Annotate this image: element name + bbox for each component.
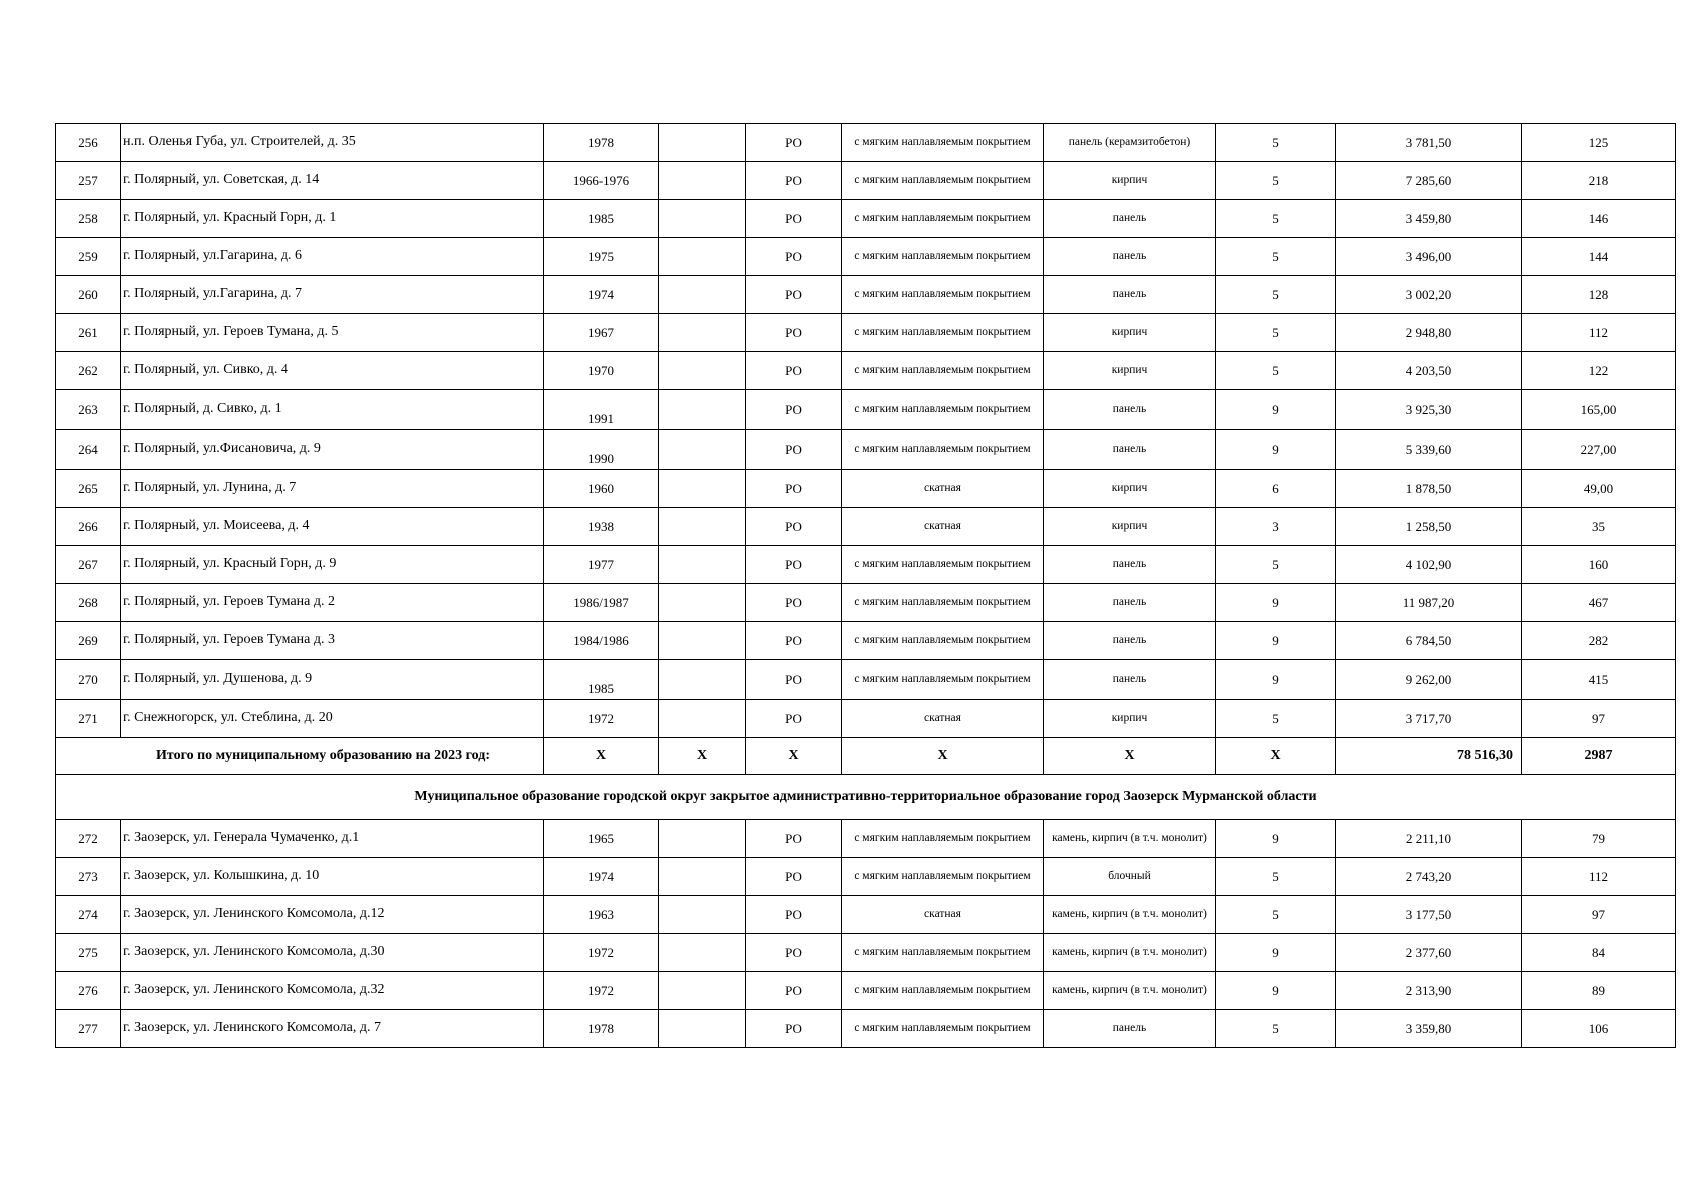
year-cell: 1978 xyxy=(544,1010,659,1048)
method-cell: РО xyxy=(746,660,842,700)
roof-type-cell: с мягким наплавляемым покрытием xyxy=(842,546,1044,584)
floors-cell: 9 xyxy=(1216,660,1336,700)
empty-cell xyxy=(659,470,746,508)
floors-cell: 9 xyxy=(1216,622,1336,660)
row-number: 275 xyxy=(56,934,121,972)
total-x-mark: X xyxy=(544,738,659,775)
residents-cell: 97 xyxy=(1522,896,1676,934)
year-cell: 1986/1987 xyxy=(544,584,659,622)
area-cell: 9 262,00 xyxy=(1336,660,1522,700)
roof-type-cell: с мягким наплавляемым покрытием xyxy=(842,858,1044,896)
address-cell: г. Полярный, ул. Лунина, д. 7 xyxy=(121,470,544,508)
area-cell: 3 359,80 xyxy=(1336,1010,1522,1048)
year-cell: 1965 xyxy=(544,820,659,858)
address-cell: г. Заозерск, ул. Ленинского Комсомола, д. 7 xyxy=(121,1010,544,1048)
total-label: Итого по муниципальному образованию на 2023 год: xyxy=(56,738,544,775)
method-cell: РО xyxy=(746,352,842,390)
year-cell: 1975 xyxy=(544,238,659,276)
table-row xyxy=(56,124,1676,162)
year-cell: 1972 xyxy=(544,700,659,738)
area-cell: 2 743,20 xyxy=(1336,858,1522,896)
empty-cell xyxy=(659,972,746,1010)
empty-cell xyxy=(659,858,746,896)
table-row xyxy=(56,314,1676,352)
year-cell: 1960 xyxy=(544,470,659,508)
empty-cell xyxy=(659,700,746,738)
year-cell: 1938 xyxy=(544,508,659,546)
roof-type-cell: с мягким наплавляемым покрытием xyxy=(842,972,1044,1010)
address-cell: г. Полярный, ул. Красный Горн, д. 1 xyxy=(121,200,544,238)
year-cell: 1974 xyxy=(544,858,659,896)
table-row xyxy=(56,584,1676,622)
floors-cell: 5 xyxy=(1216,200,1336,238)
method-cell: РО xyxy=(746,858,842,896)
address-cell: г. Полярный, ул.Гагарина, д. 7 xyxy=(121,276,544,314)
year-cell: 1991 xyxy=(544,390,659,430)
floors-cell: 5 xyxy=(1216,896,1336,934)
year-cell: 1966-1976 xyxy=(544,162,659,200)
floors-cell: 3 xyxy=(1216,508,1336,546)
total-x-mark: X xyxy=(842,738,1044,775)
total-x-mark: X xyxy=(1044,738,1216,775)
method-cell: РО xyxy=(746,276,842,314)
year-cell: 1985 xyxy=(544,660,659,700)
table-row xyxy=(56,660,1676,700)
residents-cell: 35 xyxy=(1522,508,1676,546)
total-residents: 2987 xyxy=(1522,738,1676,775)
roof-type-cell: с мягким наплавляемым покрытием xyxy=(842,238,1044,276)
empty-cell xyxy=(659,622,746,660)
table-row xyxy=(56,470,1676,508)
area-cell: 11 987,20 xyxy=(1336,584,1522,622)
address-cell: г. Полярный, ул. Моисеева, д. 4 xyxy=(121,508,544,546)
area-cell: 5 339,60 xyxy=(1336,430,1522,470)
empty-cell xyxy=(659,508,746,546)
table-row xyxy=(56,162,1676,200)
wall-material-cell: панель xyxy=(1044,584,1216,622)
wall-material-cell: кирпич xyxy=(1044,314,1216,352)
area-cell: 1 258,50 xyxy=(1336,508,1522,546)
residents-cell: 125 xyxy=(1522,124,1676,162)
rows-before-total xyxy=(56,124,1676,738)
floors-cell: 9 xyxy=(1216,430,1336,470)
floors-cell: 9 xyxy=(1216,390,1336,430)
wall-material-cell: камень, кирпич (в т.ч. монолит) xyxy=(1044,934,1216,972)
residents-cell: 122 xyxy=(1522,352,1676,390)
roof-type-cell: с мягким наплавляемым покрытием xyxy=(842,162,1044,200)
area-cell: 3 717,70 xyxy=(1336,700,1522,738)
table-row xyxy=(56,546,1676,584)
wall-material-cell: панель xyxy=(1044,430,1216,470)
empty-cell xyxy=(659,546,746,584)
row-number: 269 xyxy=(56,622,121,660)
address-cell: г. Полярный, ул. Красный Горн, д. 9 xyxy=(121,546,544,584)
empty-cell xyxy=(659,896,746,934)
floors-cell: 5 xyxy=(1216,1010,1336,1048)
address-cell: г. Полярный, ул. Душенова, д. 9 xyxy=(121,660,544,700)
table-row xyxy=(56,390,1676,430)
roof-type-cell: скатная xyxy=(842,470,1044,508)
area-cell: 3 925,30 xyxy=(1336,390,1522,430)
area-cell: 2 377,60 xyxy=(1336,934,1522,972)
roof-type-cell: с мягким наплавляемым покрытием xyxy=(842,390,1044,430)
residents-cell: 112 xyxy=(1522,314,1676,352)
floors-cell: 9 xyxy=(1216,584,1336,622)
residents-cell: 79 xyxy=(1522,820,1676,858)
year-cell: 1978 xyxy=(544,124,659,162)
roof-type-cell: с мягким наплавляемым покрытием xyxy=(842,314,1044,352)
section-header-row xyxy=(56,775,1676,820)
residents-cell: 144 xyxy=(1522,238,1676,276)
year-cell: 1974 xyxy=(544,276,659,314)
empty-cell xyxy=(659,390,746,430)
wall-material-cell: панель xyxy=(1044,390,1216,430)
method-cell: РО xyxy=(746,546,842,584)
residents-cell: 146 xyxy=(1522,200,1676,238)
roof-type-cell: с мягким наплавляемым покрытием xyxy=(842,934,1044,972)
year-cell: 1972 xyxy=(544,934,659,972)
wall-material-cell: камень, кирпич (в т.ч. монолит) xyxy=(1044,972,1216,1010)
residents-cell: 218 xyxy=(1522,162,1676,200)
floors-cell: 9 xyxy=(1216,934,1336,972)
empty-cell xyxy=(659,162,746,200)
residents-cell: 84 xyxy=(1522,934,1676,972)
area-cell: 6 784,50 xyxy=(1336,622,1522,660)
address-cell: г. Полярный, д. Сивко, д. 1 xyxy=(121,390,544,430)
wall-material-cell: камень, кирпич (в т.ч. монолит) xyxy=(1044,896,1216,934)
floors-cell: 5 xyxy=(1216,238,1336,276)
row-number: 265 xyxy=(56,470,121,508)
roof-type-cell: скатная xyxy=(842,508,1044,546)
residents-cell: 97 xyxy=(1522,700,1676,738)
roof-type-cell: с мягким наплавляемым покрытием xyxy=(842,660,1044,700)
method-cell: РО xyxy=(746,430,842,470)
housing-register-table xyxy=(55,123,1676,1048)
table-row xyxy=(56,858,1676,896)
rows-after-section xyxy=(56,820,1676,1048)
empty-cell xyxy=(659,934,746,972)
empty-cell xyxy=(659,200,746,238)
method-cell: РО xyxy=(746,200,842,238)
table-row xyxy=(56,352,1676,390)
address-cell: г. Полярный, ул. Героев Тумана, д. 5 xyxy=(121,314,544,352)
floors-cell: 5 xyxy=(1216,314,1336,352)
total-area: 78 516,30 xyxy=(1336,738,1522,775)
table-row xyxy=(56,896,1676,934)
area-cell: 1 878,50 xyxy=(1336,470,1522,508)
address-cell: г. Полярный, ул. Сивко, д. 4 xyxy=(121,352,544,390)
empty-cell xyxy=(659,276,746,314)
table-row xyxy=(56,934,1676,972)
residents-cell: 112 xyxy=(1522,858,1676,896)
empty-cell xyxy=(659,660,746,700)
area-cell: 2 313,90 xyxy=(1336,972,1522,1010)
floors-cell: 5 xyxy=(1216,858,1336,896)
wall-material-cell: панель xyxy=(1044,238,1216,276)
roof-type-cell: с мягким наплавляемым покрытием xyxy=(842,276,1044,314)
table-row xyxy=(56,972,1676,1010)
row-number: 260 xyxy=(56,276,121,314)
table-row xyxy=(56,238,1676,276)
method-cell: РО xyxy=(746,972,842,1010)
residents-cell: 415 xyxy=(1522,660,1676,700)
address-cell: г. Полярный, ул.Фисановича, д. 9 xyxy=(121,430,544,470)
year-cell: 1984/1986 xyxy=(544,622,659,660)
year-cell: 1967 xyxy=(544,314,659,352)
floors-cell: 6 xyxy=(1216,470,1336,508)
area-cell: 2 948,80 xyxy=(1336,314,1522,352)
row-number: 272 xyxy=(56,820,121,858)
wall-material-cell: панель xyxy=(1044,546,1216,584)
wall-material-cell: панель (керамзитобетон) xyxy=(1044,124,1216,162)
floors-cell: 5 xyxy=(1216,276,1336,314)
method-cell: РО xyxy=(746,700,842,738)
table-row xyxy=(56,200,1676,238)
wall-material-cell: панель xyxy=(1044,660,1216,700)
row-number: 262 xyxy=(56,352,121,390)
total-x-mark: X xyxy=(659,738,746,775)
method-cell: РО xyxy=(746,314,842,352)
row-number: 256 xyxy=(56,124,121,162)
table-row xyxy=(56,508,1676,546)
row-number: 271 xyxy=(56,700,121,738)
wall-material-cell: кирпич xyxy=(1044,508,1216,546)
row-number: 268 xyxy=(56,584,121,622)
year-cell: 1970 xyxy=(544,352,659,390)
table-row xyxy=(56,622,1676,660)
roof-type-cell: скатная xyxy=(842,700,1044,738)
address-cell: г. Полярный, ул. Героев Тумана д. 3 xyxy=(121,622,544,660)
area-cell: 4 102,90 xyxy=(1336,546,1522,584)
empty-cell xyxy=(659,1010,746,1048)
method-cell: РО xyxy=(746,896,842,934)
area-cell: 7 285,60 xyxy=(1336,162,1522,200)
method-cell: РО xyxy=(746,820,842,858)
floors-cell: 9 xyxy=(1216,820,1336,858)
floors-cell: 5 xyxy=(1216,124,1336,162)
method-cell: РО xyxy=(746,238,842,276)
row-number: 277 xyxy=(56,1010,121,1048)
total-row xyxy=(56,738,1676,775)
address-cell: г. Заозерск, ул. Ленинского Комсомола, д.30 xyxy=(121,934,544,972)
roof-type-cell: с мягким наплавляемым покрытием xyxy=(842,1010,1044,1048)
empty-cell xyxy=(659,430,746,470)
residents-cell: 282 xyxy=(1522,622,1676,660)
residents-cell: 49,00 xyxy=(1522,470,1676,508)
empty-cell xyxy=(659,238,746,276)
wall-material-cell: кирпич xyxy=(1044,700,1216,738)
floors-cell: 5 xyxy=(1216,162,1336,200)
table-row xyxy=(56,430,1676,470)
roof-type-cell: с мягким наплавляемым покрытием xyxy=(842,622,1044,660)
method-cell: РО xyxy=(746,622,842,660)
address-cell: г. Заозерск, ул. Ленинского Комсомола, д.32 xyxy=(121,972,544,1010)
address-cell: г. Снежногорск, ул. Стеблина, д. 20 xyxy=(121,700,544,738)
roof-type-cell: с мягким наплавляемым покрытием xyxy=(842,200,1044,238)
table-row xyxy=(56,820,1676,858)
area-cell: 3 459,80 xyxy=(1336,200,1522,238)
address-cell: н.п. Оленья Губа, ул. Строителей, д. 35 xyxy=(121,124,544,162)
address-cell: г. Заозерск, ул. Ленинского Комсомола, д.12 xyxy=(121,896,544,934)
row-number: 270 xyxy=(56,660,121,700)
area-cell: 3 496,00 xyxy=(1336,238,1522,276)
roof-type-cell: с мягким наплавляемым покрытием xyxy=(842,820,1044,858)
row-number: 276 xyxy=(56,972,121,1010)
wall-material-cell: кирпич xyxy=(1044,162,1216,200)
floors-cell: 5 xyxy=(1216,352,1336,390)
wall-material-cell: панель xyxy=(1044,276,1216,314)
floors-cell: 9 xyxy=(1216,972,1336,1010)
wall-material-cell: кирпич xyxy=(1044,352,1216,390)
wall-material-cell: кирпич xyxy=(1044,470,1216,508)
area-cell: 3 002,20 xyxy=(1336,276,1522,314)
year-cell: 1985 xyxy=(544,200,659,238)
method-cell: РО xyxy=(746,1010,842,1048)
wall-material-cell: панель xyxy=(1044,200,1216,238)
row-number: 257 xyxy=(56,162,121,200)
residents-cell: 106 xyxy=(1522,1010,1676,1048)
row-number: 273 xyxy=(56,858,121,896)
table-row xyxy=(56,276,1676,314)
roof-type-cell: с мягким наплавляемым покрытием xyxy=(842,430,1044,470)
section-title: Муниципальное образование городской округ закрытое административно-территориальное образование город Заозерск Мурманской области xyxy=(56,775,1676,820)
empty-cell xyxy=(659,124,746,162)
address-cell: г. Полярный, ул. Советская, д. 14 xyxy=(121,162,544,200)
method-cell: РО xyxy=(746,934,842,972)
empty-cell xyxy=(659,314,746,352)
method-cell: РО xyxy=(746,390,842,430)
residents-cell: 160 xyxy=(1522,546,1676,584)
address-cell: г. Полярный, ул.Гагарина, д. 6 xyxy=(121,238,544,276)
year-cell: 1972 xyxy=(544,972,659,1010)
method-cell: РО xyxy=(746,470,842,508)
year-cell: 1990 xyxy=(544,430,659,470)
area-cell: 4 203,50 xyxy=(1336,352,1522,390)
residents-cell: 128 xyxy=(1522,276,1676,314)
floors-cell: 5 xyxy=(1216,700,1336,738)
row-number: 263 xyxy=(56,390,121,430)
residents-cell: 227,00 xyxy=(1522,430,1676,470)
table-row xyxy=(56,700,1676,738)
table-row xyxy=(56,1010,1676,1048)
total-x-mark: X xyxy=(746,738,842,775)
area-cell: 3 177,50 xyxy=(1336,896,1522,934)
method-cell: РО xyxy=(746,124,842,162)
row-number: 267 xyxy=(56,546,121,584)
residents-cell: 467 xyxy=(1522,584,1676,622)
row-number: 259 xyxy=(56,238,121,276)
roof-type-cell: скатная xyxy=(842,896,1044,934)
address-cell: г. Заозерск, ул. Генерала Чумаченко, д.1 xyxy=(121,820,544,858)
row-number: 261 xyxy=(56,314,121,352)
roof-type-cell: с мягким наплавляемым покрытием xyxy=(842,584,1044,622)
total-x-mark: X xyxy=(1216,738,1336,775)
method-cell: РО xyxy=(746,508,842,546)
empty-cell xyxy=(659,352,746,390)
wall-material-cell: панель xyxy=(1044,1010,1216,1048)
empty-cell xyxy=(659,584,746,622)
area-cell: 3 781,50 xyxy=(1336,124,1522,162)
address-cell: г. Полярный, ул. Героев Тумана д. 2 xyxy=(121,584,544,622)
total-block xyxy=(56,738,1676,820)
row-number: 264 xyxy=(56,430,121,470)
area-cell: 2 211,10 xyxy=(1336,820,1522,858)
roof-type-cell: с мягким наплавляемым покрытием xyxy=(842,352,1044,390)
wall-material-cell: панель xyxy=(1044,622,1216,660)
row-number: 266 xyxy=(56,508,121,546)
empty-cell xyxy=(659,820,746,858)
wall-material-cell: блочный xyxy=(1044,858,1216,896)
method-cell: РО xyxy=(746,584,842,622)
wall-material-cell: камень, кирпич (в т.ч. монолит) xyxy=(1044,820,1216,858)
year-cell: 1977 xyxy=(544,546,659,584)
address-cell: г. Заозерск, ул. Колышкина, д. 10 xyxy=(121,858,544,896)
roof-type-cell: с мягким наплавляемым покрытием xyxy=(842,124,1044,162)
row-number: 258 xyxy=(56,200,121,238)
year-cell: 1963 xyxy=(544,896,659,934)
method-cell: РО xyxy=(746,162,842,200)
row-number: 274 xyxy=(56,896,121,934)
residents-cell: 89 xyxy=(1522,972,1676,1010)
floors-cell: 5 xyxy=(1216,546,1336,584)
residents-cell: 165,00 xyxy=(1522,390,1676,430)
